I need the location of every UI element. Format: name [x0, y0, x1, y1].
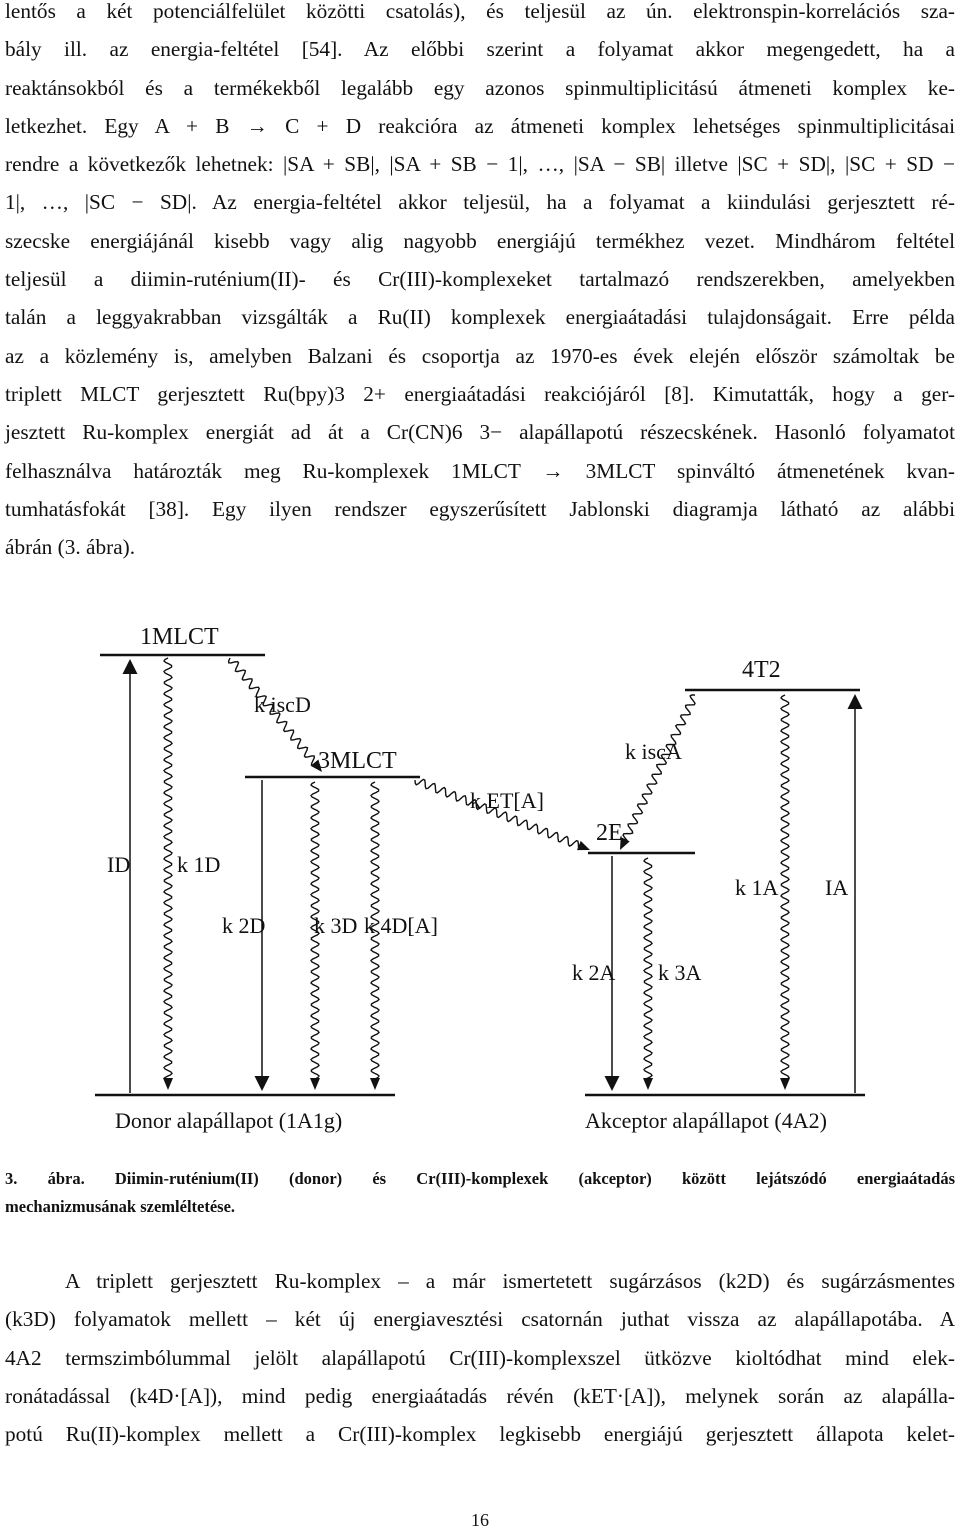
- label-k4d: k 4D[A]: [364, 913, 438, 938]
- label-ket: k ET[A]: [470, 788, 544, 813]
- jablonski-diagram: [0, 600, 960, 1155]
- label-k1a: k 1A: [735, 875, 779, 900]
- text-line: ronátadással (k4D·[A]), mind pedig energiaátadás révén (kET·[A]), melynek során az alapálla-: [5, 1383, 955, 1408]
- label-3mlct: 3MLCT: [318, 748, 397, 774]
- k3d-arrow-head: [310, 1078, 320, 1090]
- label-1mlct: 1MLCT: [140, 624, 219, 650]
- text-line: tumhatásfokát [38]. Egy ilyen rendszer egyszerűsített Jablonski diagramja látható az alábbi: [5, 496, 955, 521]
- text-line: rendre a következők lehetnek: |SA + SB|, |SA + SB − 1|, …, |SA − SB| illetve |SC + SD|, |SC + SD −: [5, 152, 955, 177]
- k1d-arrow: [164, 658, 172, 1080]
- k3a-arrow: [644, 858, 652, 1080]
- k1d-arrow-head: [163, 1078, 173, 1090]
- page-number: 16: [471, 1510, 489, 1530]
- wavy-arrows: [163, 658, 790, 1090]
- text-line: jesztett Ru-komplex energiát ad át a Cr(CN)6 3− alapállapotú részecskének. Hasonló folyamatot: [5, 420, 955, 445]
- text-line: A triplett gerjesztett Ru-komplex – a már ismertetett sugárzásos (k2D) és sugárzásmentes: [65, 1269, 955, 1293]
- k1a-arrow: [781, 695, 789, 1079]
- text-line: letkezhet. Egy A + B → C + D reakcióra az átmeneti komplex lehetséges spinmultiplicitásai: [5, 113, 955, 138]
- paragraph-2: [5, 1262, 955, 1453]
- text-line: az a közlemény is, amelyben Balzani és csoportja az 1970-es évek elején először számoltak be: [5, 343, 955, 368]
- label-k2a: k 2A: [572, 960, 616, 985]
- text-line: szecske energiájánál kisebb vagy alig nagyobb energiájú termékhez vezet. Mindhárom feltétel: [5, 228, 955, 253]
- text-line: potú Ru(II)-komplex mellett a Cr(III)-komplex legkisebb energiájú gerjesztett állapota kelet-: [5, 1422, 955, 1447]
- label-ia: IA: [825, 875, 849, 900]
- label-2e: 2E: [596, 820, 623, 846]
- text-line: triplett MLCT gerjesztett Ru(bpy)3 2+ energiaátadási reakciójáról [8]. Kimutatták, hogy a ger-: [5, 381, 955, 406]
- k4d-arrow-head: [370, 1078, 380, 1090]
- caption-line: 3. ábra. Diimin-ruténium(II) (donor) és Cr(III)-komplexek (akceptor) között lejátszódó energiaátadás: [5, 1169, 955, 1188]
- label-4t2: 4T2: [742, 657, 781, 683]
- text-line: bály ill. az energia-feltétel [54]. Az előbbi szerint a folyamat akkor megengedett, ha a: [5, 37, 955, 62]
- ket-arrow-head: [577, 841, 590, 850]
- label-k2d: k 2D: [222, 913, 266, 938]
- text-line: reaktánsokból és a termékekből legalább egy azonos spinmultiplicitású átmeneti komplex ke-: [5, 75, 955, 100]
- text-line: 4A2 termszimbólummal jelölt alapállapotú Cr(III)-komplexszel ütközve kioltódhat mind elek-: [5, 1345, 955, 1370]
- kisca-arrow: [623, 695, 695, 843]
- text-line: talán a leggyakrabban vizsgálták a Ru(II) komplexek energiaátadási tulajdonságait. Erre példa: [5, 305, 955, 330]
- label-acceptor-ground: Akceptor alapállapot (4A2): [585, 1108, 827, 1133]
- caption-line: mechanizmusának szemléltetése.: [5, 1197, 236, 1216]
- k1a-arrow-head: [780, 1078, 790, 1090]
- label-k3a: k 3A: [658, 960, 702, 985]
- text-line: 1|, …, |SC − SD|. Az energia-feltétel akkor teljesül, ha a folyamat a kiindulási gerjesztett ré-: [5, 190, 955, 215]
- text-line: ábrán (3. ábra).: [5, 535, 136, 560]
- label-k3d: k 3D: [314, 913, 358, 938]
- text-line: lentős a két potenciálfelület közötti csatolás), és teljesül az ún. elektronspin-korrelációs sza-: [5, 0, 955, 23]
- k3a-arrow-head: [643, 1078, 653, 1090]
- figure-caption: [5, 1165, 955, 1221]
- label-kisca: k iscA: [625, 739, 682, 764]
- label-k1d: k 1D: [177, 852, 221, 877]
- label-kiscd: k iscD: [254, 692, 311, 717]
- label-donor-ground: Donor alapállapot (1A1g): [115, 1108, 343, 1133]
- label-id: ID: [107, 852, 131, 877]
- paragraph-1: [5, 0, 955, 566]
- text-line: felhasználva határozták meg Ru-komplexek 1MLCT → 3MLCT spinváltó átmenetének kvan-: [5, 458, 955, 483]
- text-line: teljesül a diimin-ruténium(II)- és Cr(III)-komplexeket tartalmazó rendszerekben, amelyekben: [5, 267, 955, 292]
- text-line: (k3D) folyamatok mellett – két új energiavesztési csatornán juthat vissza az alapállapotába. A: [5, 1307, 955, 1332]
